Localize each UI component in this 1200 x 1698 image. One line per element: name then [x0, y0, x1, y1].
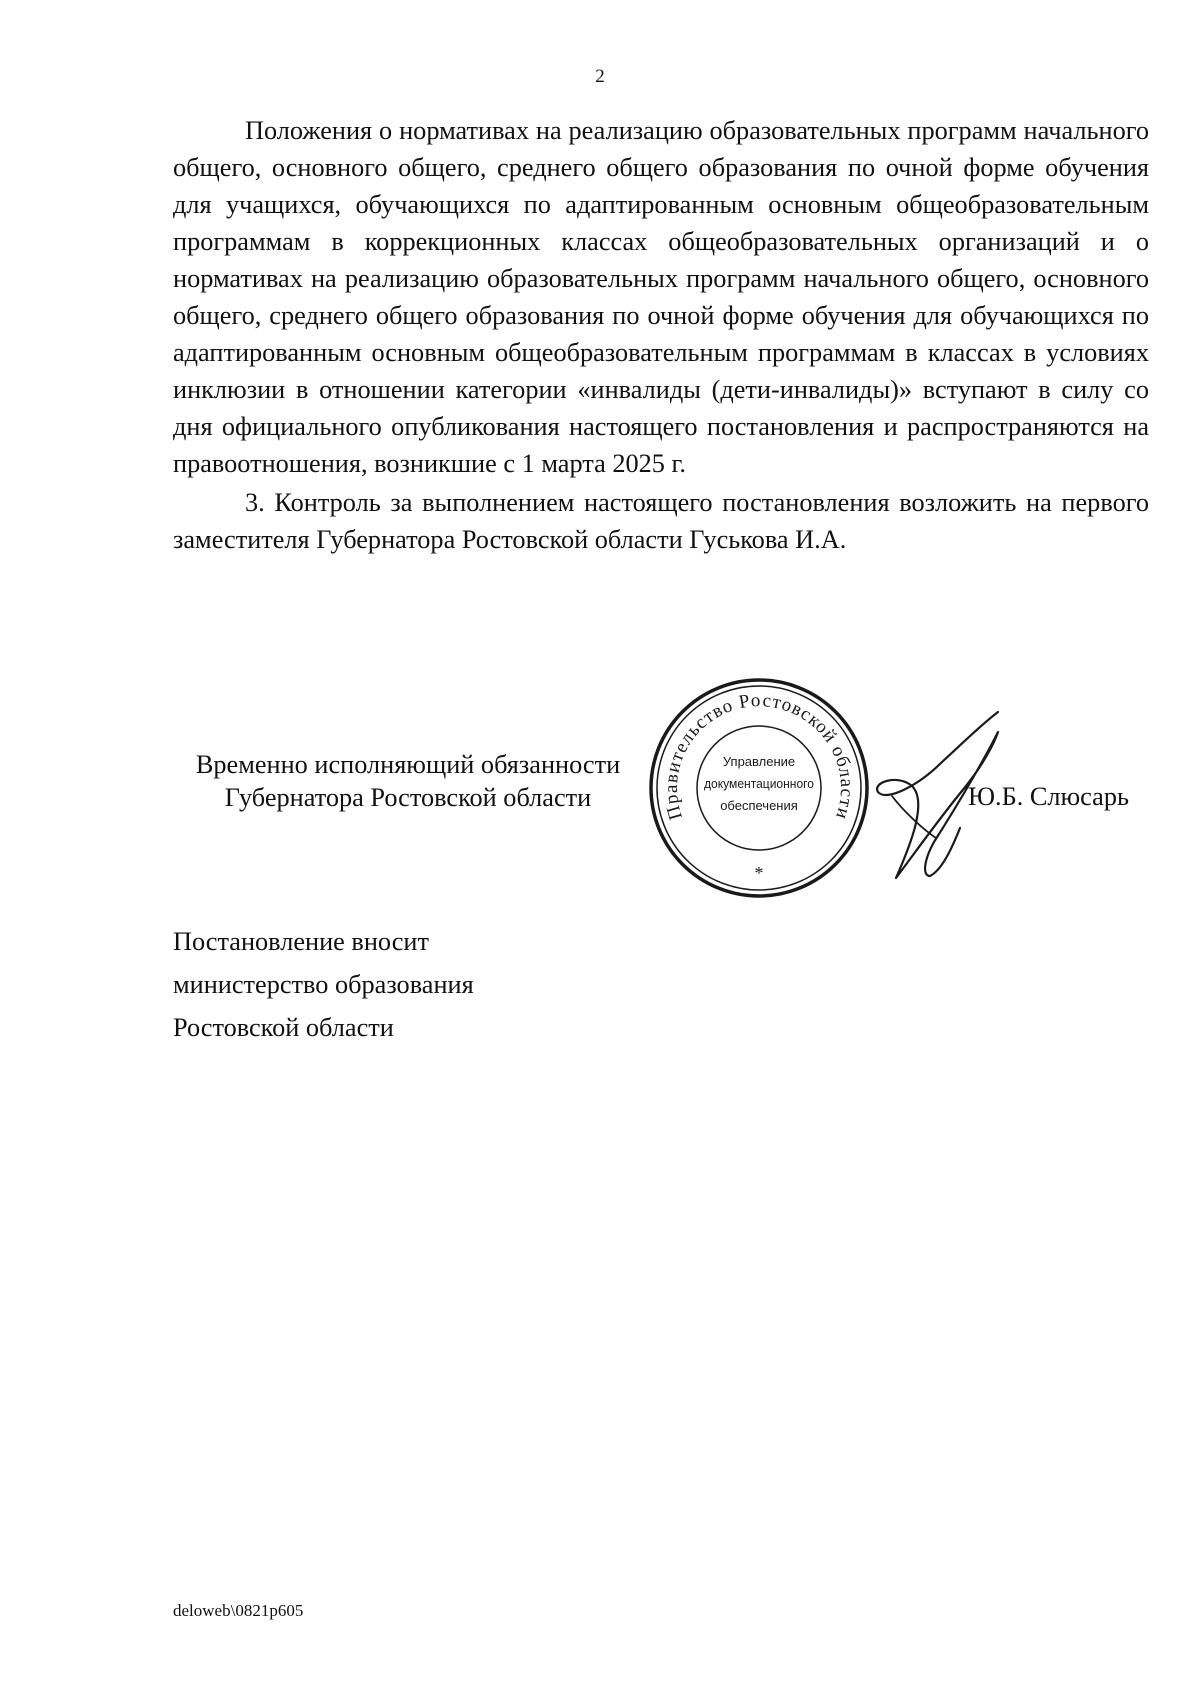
stamp-center-line-1: Управление	[722, 754, 796, 769]
introduced-by-block	[173, 920, 474, 1049]
introduced-by-line-2: министерство образования	[173, 970, 474, 999]
paragraph-regulation-effect: Положения о нормативах на реализацию образовательных программ начального общего, основного общего, среднего общего образования по очной форме обучения для учащихся, обучающихся по адаптированным основным общеобразовательным программам в коррекционных классах общеобразовательных организаций и о нормативах на реализацию образовательных программ начального общего, основного общего, среднего общего образования по очной форме обучения для обучающихся по адаптированным основным общеобразовательным программам в классах в условиях инклюзии в отношении категории «инвалиды (дети-инвалиды)» вступают в силу со дня официального опубликования настоящего постановления и распространяются на правоотношения, возникшие с 1 марта 2025 г.	[173, 116, 1149, 478]
introduced-by-line-3: Ростовской области	[173, 1013, 394, 1042]
document-footer-code: deloweb\0821p605	[173, 1601, 304, 1620]
signatory-title-line-1: Временно исполняющий обязанности	[195, 750, 621, 779]
stamp-center-line-2: документационного	[704, 776, 814, 791]
page-number: 2	[595, 66, 605, 87]
stamp-star: *	[754, 863, 764, 883]
signatory-name: Ю.Б. Слюсарь	[968, 782, 1129, 811]
signatory-title	[173, 748, 643, 814]
stamp-ring-text: Правительство Ростовской области	[660, 690, 858, 823]
signatory-title-line-2: Губернатора Ростовской области	[224, 783, 592, 812]
stamp-center-line-3: обеспечения	[720, 798, 798, 813]
body-text	[173, 112, 1149, 558]
paragraph-control-clause: 3. Контроль за выполнением настоящего постановления возложить на первого заместителя Губернатора Ростовской области Гуськова И.А.	[173, 488, 1149, 554]
official-stamp	[646, 675, 872, 901]
introduced-by-line-1: Постановление вносит	[173, 927, 429, 956]
